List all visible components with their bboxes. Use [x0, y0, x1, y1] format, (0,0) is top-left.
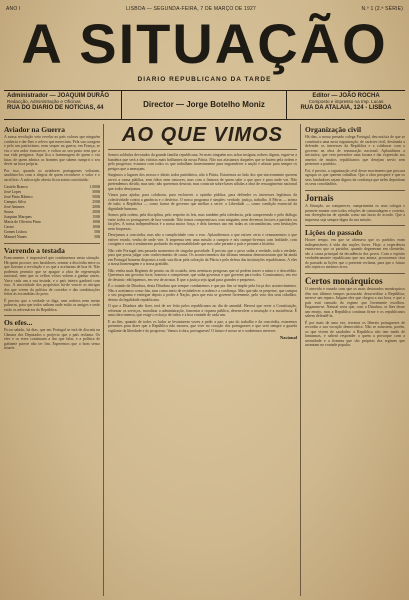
list-item: Castro 100$ — [4, 225, 100, 229]
section-title-organizacao: Organização civil — [305, 125, 362, 134]
article-columns — [4, 124, 405, 596]
article-text: É preciso que a verdade se diga, sem rodeios nem meias palavras, para que todos saibam onde estão os amigos e onde estão os adversários da República. — [4, 298, 100, 312]
list-item: Castelo Branco 1.000$ — [4, 185, 100, 189]
divider — [305, 190, 405, 191]
divider — [305, 273, 405, 274]
section-title-jornais: Jornais — [305, 192, 334, 203]
list-item: José Antunes 200$ — [4, 205, 100, 209]
issue-number: N.º 1 (2.ª SÉRIE) — [361, 6, 403, 12]
main-headline: AO QUE VIMOS — [122, 124, 283, 146]
date-line: LISBOA — SEGUNDA-FEIRA, 7 DE MARÇO DE 1927 — [126, 6, 256, 12]
list-item: Gomes Lisboa 50$ — [4, 230, 100, 234]
list-item: Maria de Oliveira Pinto 100$ — [4, 220, 100, 224]
editorial-text: Somos pela ordem, pela disciplina, pelo respeito às leis, mas também pela tolerância, pela compreensão e pelo diálogo entre todos os portugueses de boa vontade. Não temos compromissos com ninguém, nem devemos favores a partidos ou facções. A nossa independência é a nossa maior força, e dela faremos uso em todas as circunstâncias, sem hesitações nem fraquezas. — [108, 213, 297, 231]
editorial-text: Vimos para ajudar, para colaborar, para esclarecer a opinião pública, para defender os interesses legítimos da colectividade contra a ganância e o desleixo. O nosso programa é simples: verdade, justiça, trabalho. A Pátria — acima de tudo; a República — como forma de governo que melhor a serve; a Liberdade — como condição essencial da dignidade humana. — [108, 193, 297, 211]
list-item: Joaquim Marques 150$ — [4, 215, 100, 219]
admin-sub: Redacção, Administração e Oficinas — [7, 99, 81, 104]
divider — [305, 225, 405, 226]
article-text: Ficou sabido, há dias, que em Portugal se terá de discutir na Câmara dos Deputados o projecto que o país reclama. Os efes e os erres continuam a dar que falar, e a política de gabinete parece não ter fim. Esperemos que o bom senso triunfe. — [4, 328, 100, 350]
list-item: José Lopes 500$ — [4, 190, 100, 194]
divider — [4, 243, 100, 244]
left-column — [4, 124, 104, 596]
divider — [4, 315, 100, 316]
article-text: A nossa revolução veio revelar ao país valores que ninguém conhecia e dar-lhes o relevo que mereciam. Pela sua coragem e pelo seu patriotismo, nem sequer na guerra, em França, se viu o seu ardor esmorecer, e voltou ao seu posto sem que a sua vida perigasse. Aqui fica a homenagem de quem o viu lutar, de quem admira os homens que sabem cumprir o seu dever na hora própria. — [4, 135, 100, 166]
section-title-efes: Os efes... — [4, 318, 33, 327]
article-text: A Situação, ao comparecer, cumprimenta os seus colegas e promete manter com todos relações de camaradagem e cortesia, nas divergências de opinião como nas horas de acordo. Que a imprensa seja sempre digna da sua missão. — [305, 204, 405, 222]
list-item: Sousa 200$ — [4, 210, 100, 214]
subscription-list — [4, 185, 100, 240]
article-text: Francamente, é impossível que continuemos nesta situação. Há quem procure, nos bastidores, semear a discórdia entre os que fizeram a revolução e os que a aceitaram de boa fé. Não podemos permitir que se apague a obra de regeneração nacional, nem que os velhos vícios voltem a ganhar raízes. Varra cada um a sua testada, e o país inteiro ganhará com isso. A sinceridade dos propósitos há-de vencer as intrigas dos que vivem da política de corredor e das combinações feitas às escondidas do povo. — [4, 256, 100, 296]
editorial-text: Surgimos a lugares dos nossos e ideais todos partidários, não à Pátria. Estaremos ao lado dos que sinceramente querem servir a causa pública, sem ódios nem rancores, mas com a firmeza de quem sabe o que quer e para onde vai. Não pretendemos dividir, mas unir; não queremos destruir, mas construir sobre bases sólidas a obra de ressurgimento nacional que todos desejamos. — [108, 173, 297, 191]
editorial-text: E ao fim, quando de todos os lados se levantarem vozes a pedir a paz, a paz do trabalho e da concórdia, estaremos presentes para dizer que a República não morreu, que vive no coração dos portugueses e que será sempre a guarda vigilante da liberdade e do progresso. Vamos à obra, portugueses! O futuro é nosso se o soubermos merecer. — [108, 319, 297, 333]
masthead-title: A SITUAÇÃO — [21, 12, 388, 75]
editor-address: RUA DA ATALAIA, 124 - LISBOA — [300, 105, 392, 111]
editor-info — [287, 91, 405, 119]
article-text: É por mais de uma vez, teremos os liberais portugueses de recordar a sua vocação democrática. Não se assustem, porém, os que vivem de saudades: a República não tem medo de fantasmas, e saberá responder a quem a provoque com a serenidade e a firmeza que são próprias dos regimes que assentam na vontade popular. — [305, 320, 405, 347]
admin-label: Administrador — JOAQUIM DURÃO — [7, 93, 110, 99]
admin-info — [4, 91, 122, 119]
info-bar — [4, 90, 405, 120]
section-title-licoes: Lições do passado — [305, 228, 363, 237]
middle-column — [108, 124, 301, 596]
section-title-varrendo: Varrendo a testada — [4, 246, 65, 255]
editorial-text: Não vale Portugal tem passado momentos de singular gravidade. É preciso que o povo saiba a verdade, toda a verdade, para que possa julgar com conhecimento de causa. Os acontecimentos das últimas semanas demonstraram que há ainda em Portugal homens dispostos a tudo sacrificar pela salvação da Pátria e pela defesa das instituições republicanas. A eles a nossa homenagem e a nossa gratidão. — [108, 248, 297, 266]
right-column — [305, 124, 405, 596]
editorial-text: Somos soldados devotados da grande família republicana. Se mais ninguém nos achar insígnia, nobres dignos, ergue-se a bandeira que será a das vitórias mais brilhantes da nossa Pátria. Não nos afastamos daqueles que se batem pela ordem e pelo progresso; estamos com todos os que trabalham honestamente para engrandecer a nação e afastar para sempre os perigos que a ameaçam. — [108, 153, 297, 171]
editorial-text: Não venha mais Regimes de pronto ou de ocasião, nem aventuras perigosas que só podem trazer a ruína e o descrédito. Queremos um governo forte, honesto e competente, que saiba governar e que governe para todos. Construamos, em vez de destruir; edifiquemos, em vez de arrasar. E que a justiça seja igual para grandes e pequenos. — [108, 268, 297, 282]
article-text: Há dias, o nosso presado colega Portugal, deu notícia de que se constituíra uma nova organização, de carácter civil, destinada a defender os interesses da República e a colaborar com o governo na obra de restauração nacional. Aplaudimos a iniciativa, que vem preencher uma lacuna e dar expressão aos anseios de muitos republicanos que desejam servir sem pertencer a partidos. — [305, 135, 405, 166]
masthead-subtitle: DIARIO REPUBLICANO DA TARDE — [137, 76, 272, 83]
section-title-monarquicos: Certos monárquicos — [305, 275, 383, 286]
article-text: O atrevido e ousado com que os mais destacados monárquicos têm nos últimos tempos procurado desacreditar a República, merece um reparo. Julgam eles que chegou a sua hora, e que o país está cansado do regime que livremente escolheu. Enganam-se. Natural seria que, com a Ditadura, se lhes desse um ensejo, mas a República continua firme e os republicanos sabem defendê-la. — [305, 287, 405, 318]
section-title-aviador: Aviador na Guerra — [4, 125, 65, 134]
article-text: Por isso, quando os aviadores portugueses voltaram, saudámo-los com a alegria de quem reconhece o valor e o sacrifício. A subscrição aberta ficou assim constituída: — [4, 168, 100, 182]
admin-address: RUA DO DIARIO DE NOTICIAS, 44 — [7, 105, 104, 111]
article-text: Houve tempo, em que se afirmava que os partidos eram indispensáveis à vida das nações livres. Hoje, a experiência ensina-nos que os partidos, quando degeneram em clientelas, são a causa principal da decadência dos povos. Com o espírito verdadeiramente republicano que nos anima, procuremos tirar do passado as lições que o presente reclama, para que o futuro não repita os mesmos erros. — [305, 238, 405, 269]
editor-sub: Composto e impresso na Imp. Lucas — [308, 99, 384, 104]
editorial-text: O que a Ditadura não fizer, terá de ser feito pelos republicanos no dia de amanhã. Haverá que rever a Constituição, reformar os serviços, moralizar a administração, fomentar a riqueza pública, desenvolver a instrução e a assistência. É uma obra imensa, que exige o esforço de todos e a boa vontade de cada um. — [108, 304, 297, 317]
list-item: José Pinto Ribeiro 500$ — [4, 195, 100, 199]
editor-label: Editor — JOÃO ROCHA — [312, 93, 380, 99]
divider — [108, 149, 297, 150]
list-item: Campos Silva 250$ — [4, 200, 100, 204]
list-item: Manuel Nunes 50$ — [4, 235, 100, 239]
director-info: Director — Jorge Botelho Moniz — [122, 91, 287, 119]
article-text: Foi, é preciso, a organização civil desse movimento que procura agrupar os que querem trabalhar. Que a obra prospere e que os seus fundadores sejam dignos da confiança que neles depositam os seus concidadãos. — [305, 168, 405, 186]
editorial-text: É o tratado da Ditadura, desta Ditadura que sempre combatemos e que por fim se impõe pela força dos acontecimentos. Não a aceitamos como fim, mas como meio de restabelecer a ordem e a confiança. Mas que não se perpetue, que cumpra o seu programa e entregue depois o poder à Nação, para que esta se governe livremente, pelo voto dos seus cidadãos, dentro da legalidade republicana. — [108, 284, 297, 302]
editorial-signature: Nacional — [279, 335, 297, 340]
issue-year: ANO I — [6, 6, 21, 12]
editorial-text: Desejamos a concórdia, mas não a cumplicidade com o erro. Aplaudiremos o que estiver certo e censuraremos o que estiver errado, venha de onde vier. A imprensa tem uma missão a cumprir e nós cumpri-la-emos com lealdade, com coragem e com o sentimento profundo da responsabilidade que nos cabe perante o país e perante a história. — [108, 233, 297, 246]
